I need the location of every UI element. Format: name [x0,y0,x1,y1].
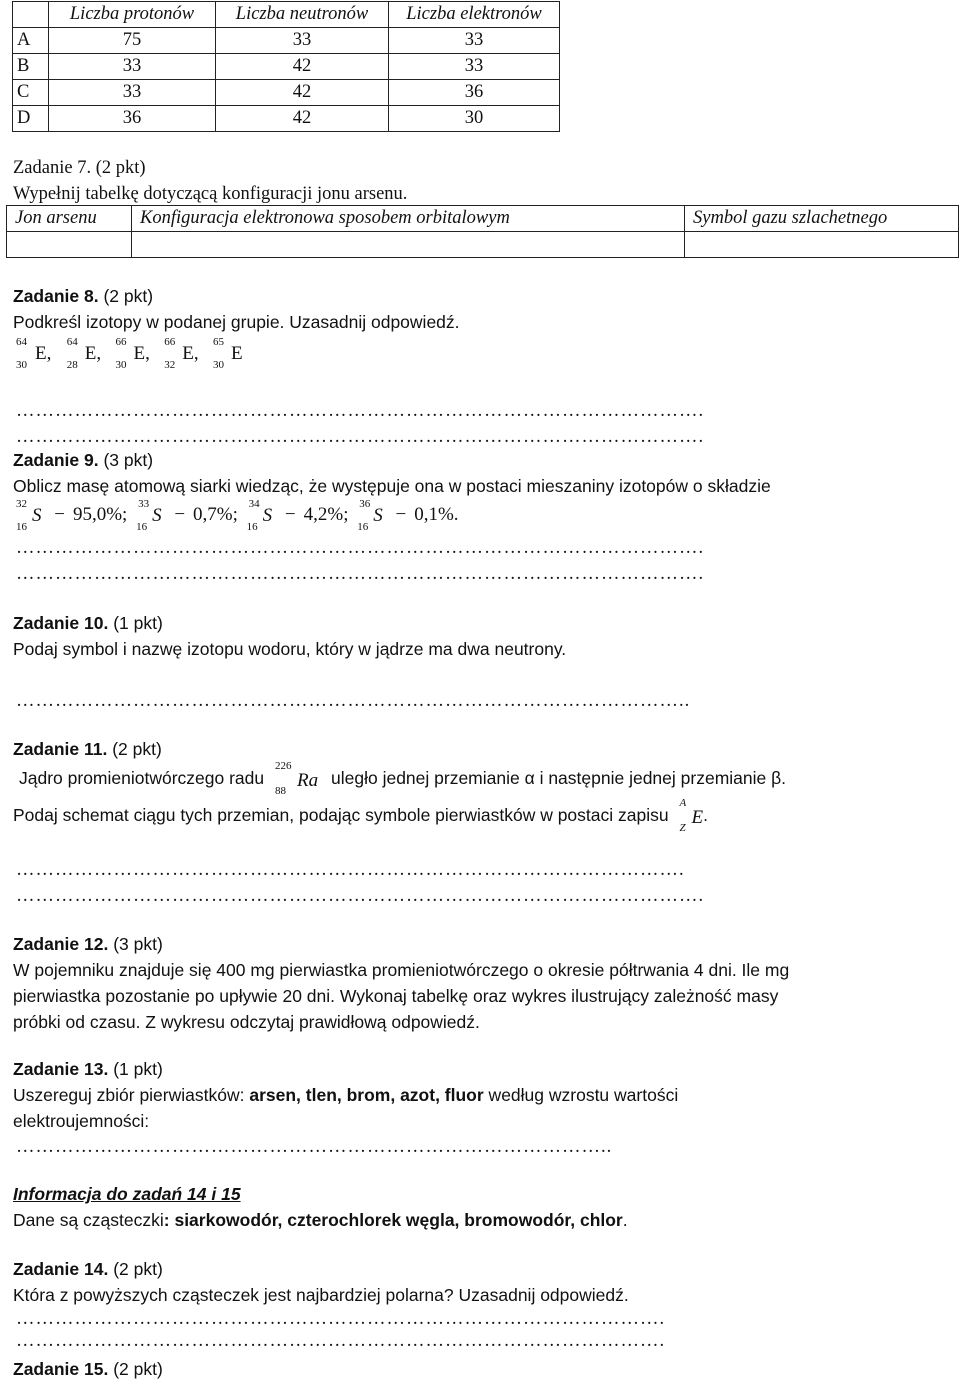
task-7-table [6,205,959,258]
table-top [12,1,560,132]
isotope: 32 16 S [16,497,42,533]
task-13-text-b: według wzrostu wartości [483,1085,679,1105]
table-cell: 42 [216,106,389,132]
task-13 [13,1056,960,1134]
table-header-row [13,2,560,28]
task-9-isotopes [16,497,960,533]
table-row [13,80,560,106]
isotope: 34 16 S [246,497,273,533]
task-11-text-a: Jądro promieniotwórczego radu [19,768,265,788]
task-15-points: (2 pkt) [113,1359,163,1379]
task-8 [13,283,960,335]
task-11-text-d: . [703,805,708,825]
task-11-points: (2 pkt) [112,739,162,759]
task-11-answer-lines[interactable] [16,857,960,909]
task-7 [13,155,960,207]
info-text-b: . [622,1210,628,1230]
task-9-answer-lines[interactable] [16,535,960,587]
isotope-share: 0,1%. [414,504,459,525]
table-row [13,54,560,80]
task-14-points: (2 pkt) [113,1259,163,1279]
answer-line[interactable]: ………………………………………………………………………………………. [16,1309,666,1329]
isotope: 65 30 E [213,335,243,371]
task-7-title: Zadanie 7. [13,158,92,178]
table-cell: A [13,28,49,54]
isotope: 66 32 E, [164,335,199,371]
task-9-points: (3 pkt) [103,450,154,470]
task-14-text: Która z powyższych cząsteczek jest najbardziej polarna? Uzasadnij odpowiedź. [13,1285,629,1305]
table-cell: 42 [216,54,389,80]
table-cell: 36 [389,80,560,106]
info-text-a: Dane są cząsteczki [13,1210,164,1230]
answer-line[interactable]: ……………………………………………………………………………………………. [16,564,705,584]
task-14-answer-lines[interactable] [16,1308,960,1352]
isotope: A Z E [679,797,704,835]
task-7-text: Wypełnij tabelkę dotyczącą konfiguracji jonu arsenu. [13,184,408,204]
task-11-line-2 [13,797,960,833]
table-header-cell: Jon arsenu [7,206,132,232]
task-11-line-1 [19,760,960,796]
dash: − [284,504,296,525]
task-12-text: W pojemniku znajduje się 400 mg pierwiastka promieniotwórczego o okresie półtrwania 4 dni. Ile mg [13,960,790,980]
task-8-answer-lines[interactable] [16,398,960,450]
task-11-text-c: Podaj schemat ciągu tych przemian, podając symbole pierwiastków w postaci zapisu [13,805,669,825]
task-10-answer-lines[interactable] [16,688,960,714]
dash: − [54,504,65,525]
task-13-title: Zadanie 13. [13,1059,109,1079]
task-11-text-b: uległo jednej przemianie α i następnie jednej przemianie β. [331,768,787,788]
isotope: 36 16 S [357,497,383,533]
table-cell: 33 [389,28,560,54]
task-7-points: (2 pkt) [95,158,146,178]
task-13-answer-lines[interactable] [16,1134,960,1160]
isotope-share: 95,0%; [72,504,128,525]
task-9-text: Oblicz masę atomową siarki wiedząc, że występuje ona w postaci mieszaniny izotopów o składzie [13,476,771,496]
answer-line[interactable]: …………………………………………………………………………………………. [16,860,685,880]
dash: − [174,504,186,525]
answer-line[interactable]: ……………………………………………………………………………………………. [16,401,705,421]
isotope-share: 0,7%; [193,504,238,525]
table-cell: 36 [49,106,216,132]
task-12-text: pierwiastka pozostanie po upływie 20 dni. Wykonaj tabelkę oraz wykres ilustrujący zależność masy [13,986,779,1006]
task-9 [13,447,960,499]
table-cell: 75 [49,28,216,54]
info-14-15 [13,1181,960,1233]
answer-line[interactable]: ……………………………………………………………………………………………. [16,427,705,447]
table-header-cell [13,2,49,28]
table-cell[interactable] [132,232,685,258]
task-12 [13,931,960,1035]
task-8-text: Podkreśl izotopy w podanej grupie. Uzasadnij odpowiedź. [13,312,460,332]
table-cell: B [13,54,49,80]
isotope: 226 88 Ra [275,760,319,798]
task-8-isotopes [16,335,960,376]
isotope: 33 16 S [136,497,162,533]
table-header-row [7,206,959,232]
task-13-elements: arsen, tlen, brom, azot, fluor [249,1085,484,1105]
answer-line[interactable]: ………………………………………………………………………………………….. [16,691,691,711]
task-12-text: próbki od czasu. Z wykresu odczytaj prawidłową odpowiedź. [13,1012,480,1032]
task-15-title: Zadanie 15. [13,1359,109,1379]
task-10 [13,610,960,662]
table-cell: D [13,106,49,132]
answer-line[interactable]: ………………………………………………………………………………………. [16,1331,666,1351]
isotope-share: 4,2%; [303,504,349,525]
table-cell: 30 [389,106,560,132]
task-11 [13,736,960,762]
task-10-title: Zadanie 10. [13,613,109,633]
table-header-cell: Konfiguracja elektronowa sposobem orbitalowym [132,206,685,232]
isotope: 64 28 E, [66,335,102,371]
task-9-title: Zadanie 9. [13,450,99,470]
table-row [13,106,560,132]
table-header-cell: Liczba elektronów [389,2,560,28]
task-8-title: Zadanie 8. [13,286,99,306]
info-molecules: : siarkowodór, czterochlorek węgla, bromowodór, chlor [163,1210,623,1230]
task-13-text-line2: elektroujemności: [13,1111,150,1131]
answer-line[interactable]: ……………………………………………………………………………………………. [16,538,705,558]
task-14-title: Zadanie 14. [13,1259,109,1279]
isotope: 66 30 E, [115,335,150,371]
isotope: 64 30 E, [16,335,52,371]
info-title: Informacja do zadań 14 i 15 [13,1184,241,1204]
answer-line[interactable]: ……………………………………………………………………………….. [16,1137,613,1157]
table-header-cell: Liczba neutronów [216,2,389,28]
table-cell: 33 [49,54,216,80]
table-header-cell: Symbol gazu szlachetnego [685,206,959,232]
task-10-points: (1 pkt) [113,613,163,633]
task-10-text: Podaj symbol i nazwę izotopu wodoru, który w jądrze ma dwa neutrony. [13,639,567,659]
task-12-points: (3 pkt) [113,934,163,954]
task-11-title: Zadanie 11. [13,739,108,759]
answer-line[interactable]: ……………………………………………………………………………………………. [16,886,705,906]
task-12-title: Zadanie 12. [13,934,109,954]
table-cell: 33 [389,54,560,80]
table-header-cell: Liczba protonów [49,2,216,28]
task-15 [13,1356,960,1382]
task-13-points: (1 pkt) [113,1059,163,1079]
task-13-text-a: Uszereguj zbiór pierwiastków: [13,1085,250,1105]
table-cell[interactable] [685,232,959,258]
table-row [7,232,959,258]
table-cell: C [13,80,49,106]
task-14 [13,1256,960,1308]
dash: − [395,504,407,525]
table-cell: 33 [216,28,389,54]
task-8-points: (2 pkt) [103,286,154,306]
table-cell: 42 [216,80,389,106]
table-cell[interactable] [7,232,132,258]
table-cell: 33 [49,80,216,106]
table-row [13,28,560,54]
